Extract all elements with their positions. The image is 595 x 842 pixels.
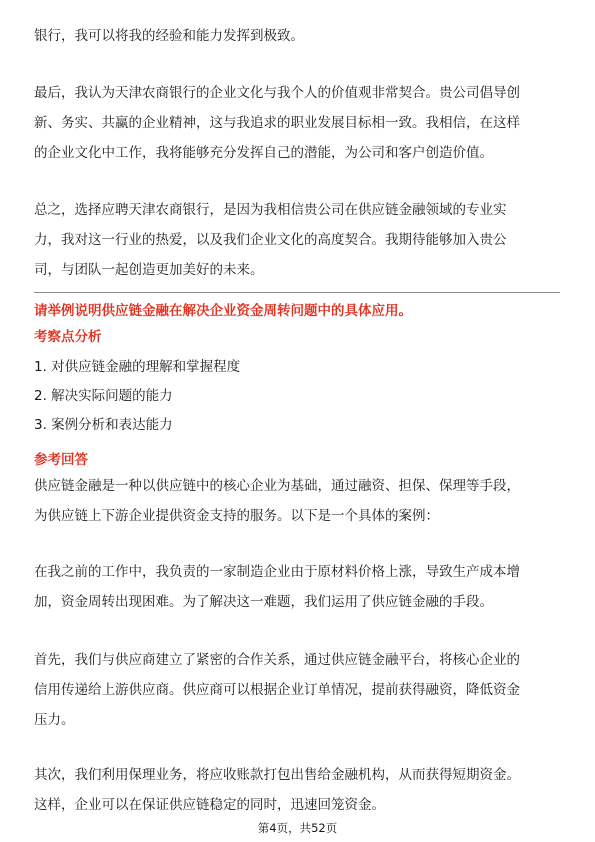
text-line: 司，与团队一起创造更加美好的未来。 — [34, 262, 264, 278]
section-divider — [34, 292, 560, 293]
answer-heading: 参考回答 — [34, 452, 88, 468]
text-line: 为供应链上下游企业提供资金支持的服务。以下是一个具体的案例： — [34, 508, 439, 524]
paragraph-intro-end — [34, 21, 562, 51]
text-line: 总之，选择应聘天津农商银行，是因为我相信贵公司在供应链金融领域的专业实 — [34, 202, 507, 218]
text-line: 首先，我们与供应商建立了紧密的合作关系，通过供应链金融平台，将核心企业的 — [34, 652, 520, 668]
answer-paragraph-definition — [34, 471, 562, 531]
paragraph-company-culture — [34, 78, 562, 168]
analysis-heading: 考察点分析 — [34, 329, 102, 345]
paragraph-conclusion — [34, 195, 562, 285]
text-line: 新、务实、共赢的企业精神，这与我追求的职业发展目标相一致。我相信，在这样 — [34, 115, 520, 131]
text-line: 供应链金融是一种以供应链中的核心企业为基础，通过融资、担保、保理等手段， — [34, 478, 520, 494]
text-line: 加，资金周转出现困难。为了解决这一难题，我们运用了供应链金融的手段。 — [34, 594, 493, 610]
text-line: 这样，企业可以在保证供应链稳定的同时，迅速回笼资金。 — [34, 797, 385, 813]
question-title: 请举例说明供应链金融在解决企业资金周转问题中的具体应用。 — [34, 303, 412, 319]
text-line: 的企业文化中工作，我将能够充分发挥自己的潜能，为公司和客户创造价值。 — [34, 145, 493, 161]
text-line: 其次，我们利用保理业务，将应收账款打包出售给金融机构，从而获得短期资金。 — [34, 767, 520, 783]
text-line: 信用传递给上游供应商。供应商可以根据企业订单情况，提前获得融资，降低资金 — [34, 682, 520, 698]
text-line: 压力。 — [34, 712, 75, 728]
text-line: 最后，我认为天津农商银行的企业文化与我个人的价值观非常契合。贵公司倡导创 — [34, 85, 520, 101]
answer-paragraph-case — [34, 557, 562, 617]
text-line: 力，我对这一行业的热爱，以及我们企业文化的高度契合。我期待能够加入贵公 — [34, 232, 507, 248]
analysis-item: 3. 案例分析和表达能力 — [34, 417, 173, 433]
answer-paragraph-second — [34, 760, 562, 820]
analysis-item: 1. 对供应链金融的理解和掌握程度 — [34, 359, 241, 375]
page-number-footer: 第4页，共52页 — [257, 821, 338, 835]
text-line: 在我之前的工作中，我负责的一家制造企业由于原材料价格上涨，导致生产成本增 — [34, 564, 520, 580]
text-line: 银行，我可以将我的经验和能力发挥到极致。 — [34, 28, 304, 44]
answer-paragraph-first — [34, 645, 562, 735]
analysis-item: 2. 解决实际问题的能力 — [34, 388, 173, 404]
